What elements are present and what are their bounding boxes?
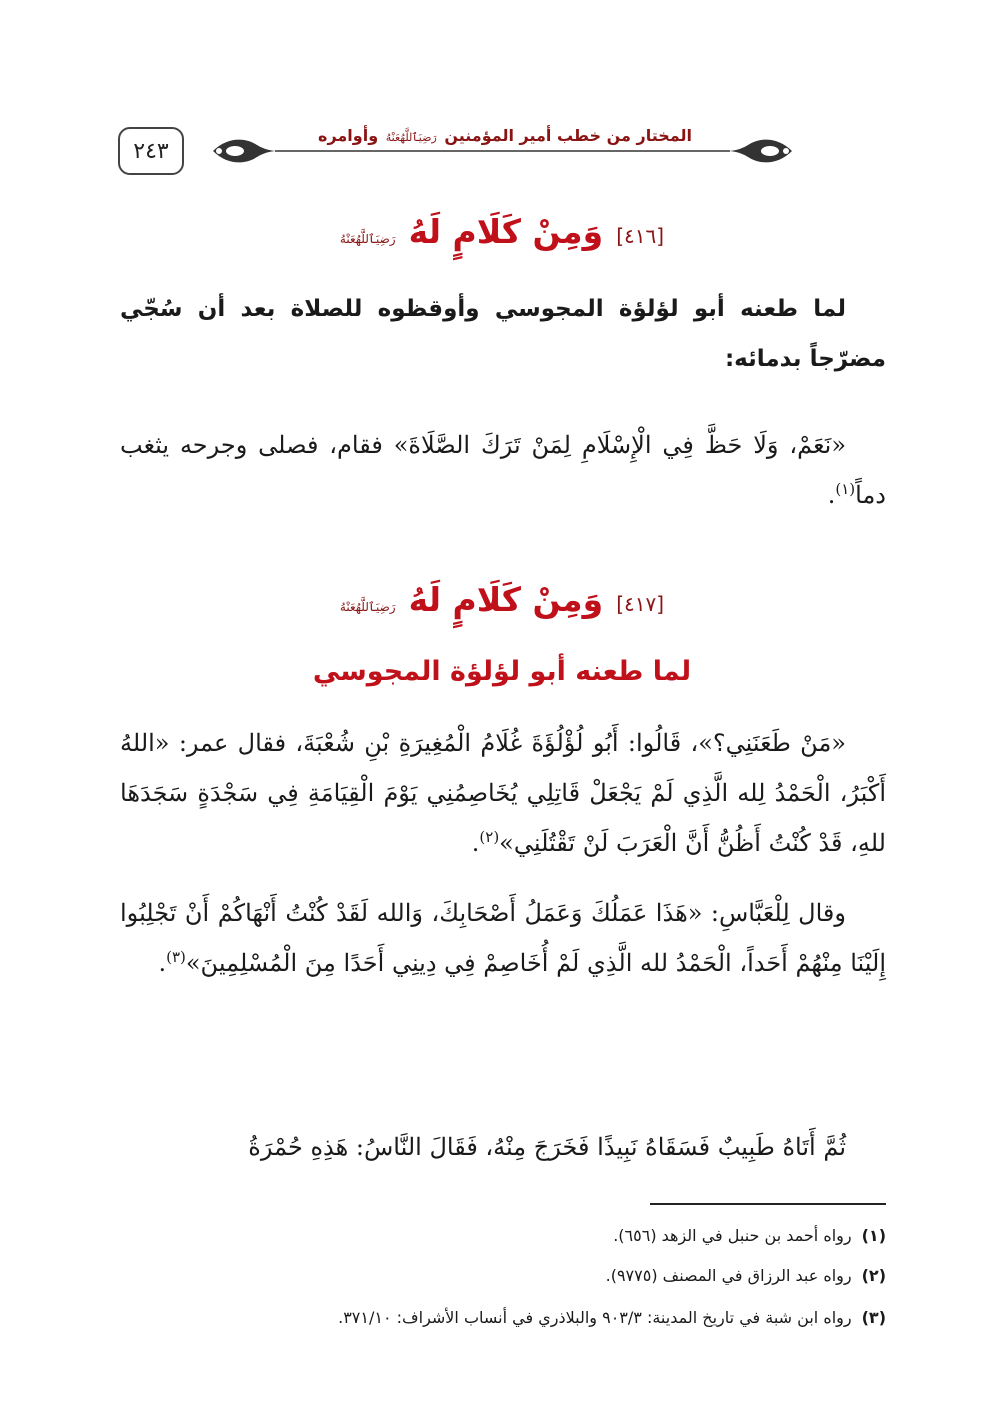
footnote-text: رواه أحمد بن حنبل في الزهد (٦٥٦). xyxy=(613,1226,852,1245)
section-heading-417 xyxy=(120,580,884,619)
footnote-number: (١) xyxy=(861,1226,886,1245)
section-title: وَمِنْ كَلَامٍ لَهُ xyxy=(408,212,604,251)
footnote-text: رواه عبد الرزاق في المصنف (٩٧٧٥). xyxy=(605,1266,852,1285)
running-header xyxy=(300,126,710,145)
footnote-ref: (٢) xyxy=(479,828,500,846)
section-body xyxy=(120,420,886,520)
page-number-box xyxy=(118,127,184,175)
footnote-text: رواه ابن شبة في تاريخ المدينة: ٩٠٣/٣ والبلاذري في أنساب الأشراف: ٣٧١/١٠. xyxy=(338,1308,852,1327)
paragraph-text: وقال لِلْعَبَّاسِ: «هَذَا عَمَلُكَ وَعَمَلُ أَصْحَابِكَ، وَالله لَقَدْ كُنْتُ أَنْهَاكُمْ أَنْ تَجْلِبُوا إِلَيْنَا مِنْهُمْ أَحَداً، الْحَمْدُ لله الَّذِي لَمْ أُخَاصِمْ فِي دِينِي أَحَدًا مِنَ الْمُسْلِمِينَ» xyxy=(120,899,886,977)
section-intro: لما طعنه أبو لؤلؤة المجوسي وأوقظوه للصلاة بعد أن سُجّي مضرّجاً بدمائه: xyxy=(120,296,886,372)
sentence-end: . xyxy=(827,481,836,509)
header-honorific: رَضِيَٱللَّهُعَنْهُ xyxy=(385,131,437,144)
paragraph xyxy=(120,718,886,868)
section-title: وَمِنْ كَلَامٍ لَهُ xyxy=(408,580,604,619)
footnote xyxy=(120,1306,886,1330)
quote-text: «نَعَمْ، وَلَا حَظَّ فِي الْإِسْلَامِ لِمَنْ تَرَكَ الصَّلَاةَ» xyxy=(393,431,847,459)
section-number: [٤١٧] xyxy=(616,592,665,616)
section-honorific: رَضِيَٱللَّهُعَنْهُ xyxy=(339,600,396,614)
paragraph-text: «مَنْ طَعَنَنِي؟»، قَالُوا: أَبُو لُؤْلُؤَةَ غُلَامُ الْمُغِيرَةِ بْنِ شُعْبَةَ، فقال عمر: «اللهُ أَكْبَرُ، الْحَمْدُ لِله الَّذِي لَمْ يَجْعَلْ قَاتِلِي يُخَاصِمُنِي يَوْمَ الْقِيَامَةِ فِي سَجْدَةٍ سَجَدَهَا للهِ، قَدْ كُنْتُ أَظُنُّ أَنَّ الْعَرَبَ لَنْ تَقْتُلَنِي» xyxy=(120,729,886,857)
footnote-number: (٣) xyxy=(861,1308,886,1327)
sentence-end: . xyxy=(158,949,167,977)
section-number: [٤١٦] xyxy=(616,224,665,248)
body-text: فقام، فصلى وجرحه يثغب دماً xyxy=(120,431,886,509)
footnote-ref: (١) xyxy=(835,480,856,498)
paragraph xyxy=(120,1122,886,1172)
header-title: المختار من خطب أمير المؤمنين xyxy=(444,126,692,145)
footnote xyxy=(120,1224,886,1248)
footnote-separator xyxy=(650,1203,886,1205)
page-number: ٢٤٣ xyxy=(133,138,169,164)
footnote-number: (٢) xyxy=(861,1266,886,1285)
footnote xyxy=(120,1264,886,1288)
footnote-ref: (٣) xyxy=(166,948,186,966)
section-heading-416 xyxy=(120,212,884,251)
section-subtitle: لما طعنه أبو لؤلؤة المجوسي xyxy=(312,656,692,687)
sentence-end: . xyxy=(471,829,480,857)
paragraph xyxy=(120,888,886,988)
header-title-suffix: وأوامره xyxy=(318,126,379,145)
paragraph-text: ثُمَّ أَتَاهُ طَبِيبٌ فَسَقَاهُ نَبِيذًا فَخَرَجَ مِنْهُ، فَقَالَ النَّاسُ: هَذِهِ حُمْرَةُ xyxy=(248,1133,846,1161)
section-honorific: رَضِيَٱللَّهُعَنْهُ xyxy=(339,232,396,246)
